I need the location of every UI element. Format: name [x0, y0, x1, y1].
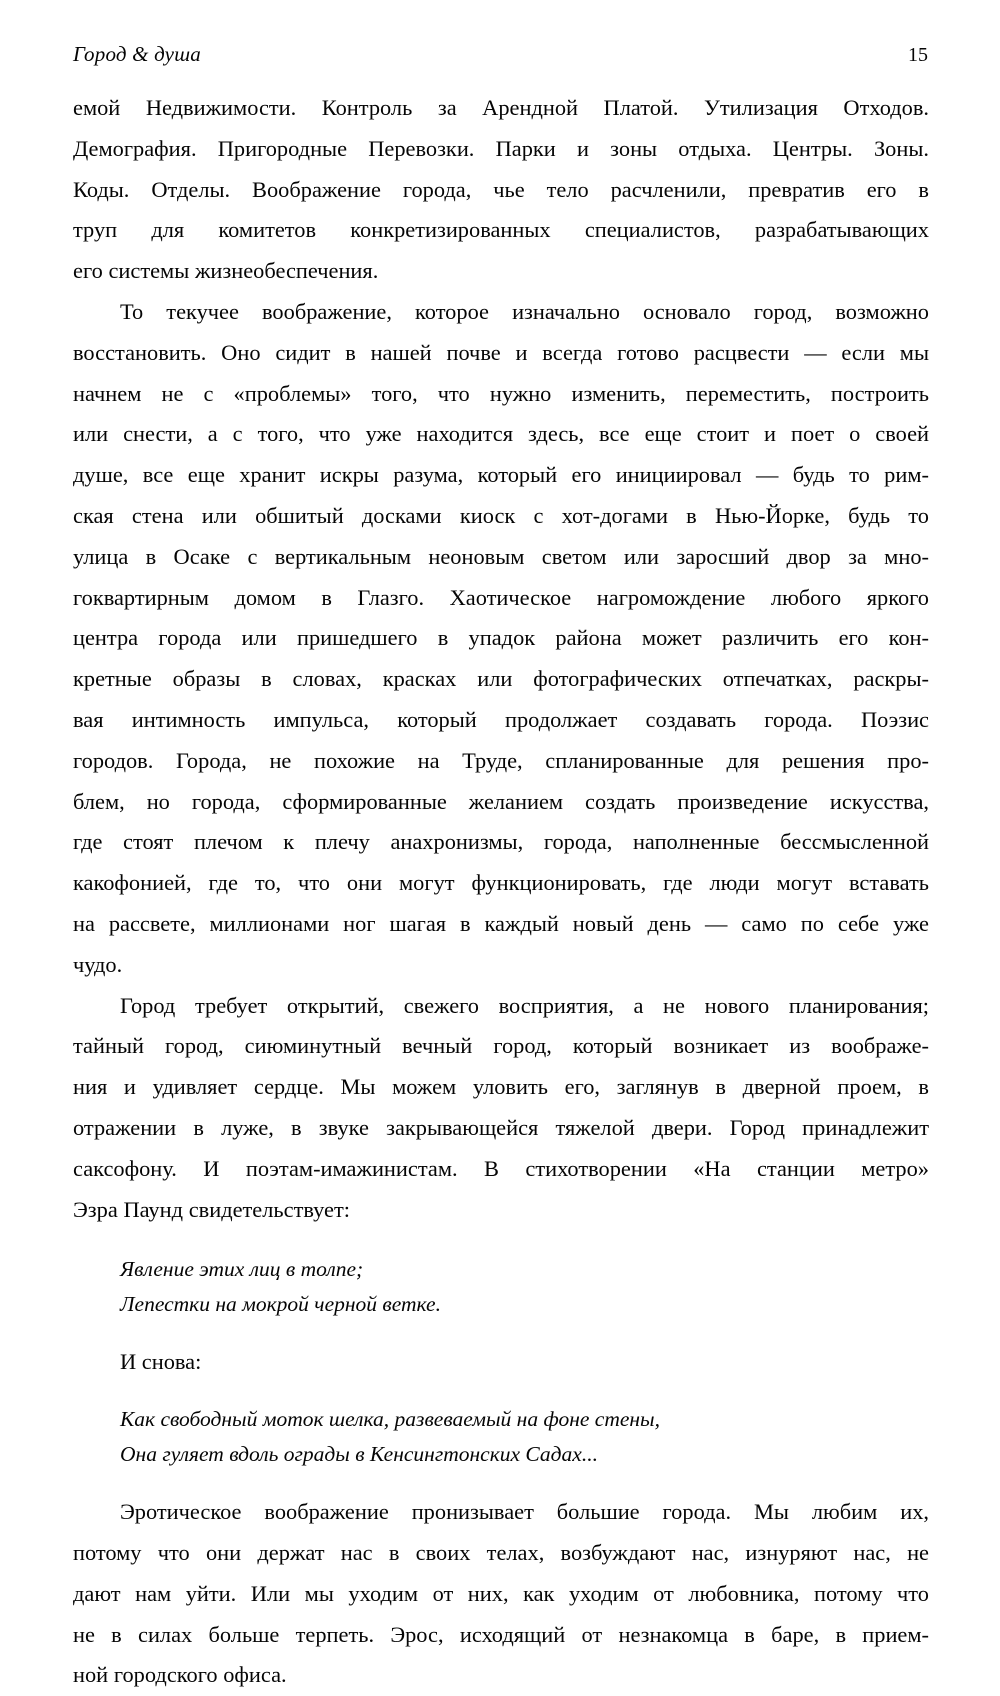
verse-line: Как свободный моток шелка, развеваемый на фоне стены,: [120, 1407, 660, 1432]
verse-quote-kensington: [73, 1402, 929, 1472]
text-block: [73, 88, 929, 1696]
interjection-and-again: И снова:: [120, 1349, 202, 1375]
verse-line: Лепестки на мокрой черной ветке.: [120, 1292, 441, 1317]
verse-line: Она гуляет вдоль ограды в Кенсингтонских Садах...: [120, 1442, 598, 1467]
paragraph-fluid-imagination: [73, 292, 929, 986]
verse-quote-metro: [73, 1252, 929, 1322]
text-line: дают нам уйти. Или мы уходим от них, как уходим от любовника, потому что: [73, 1580, 929, 1606]
text-line: на рассвете, миллионами ног шагая в каждый новый день — само по себе уже: [73, 910, 929, 936]
text-line: вая интимность импульса, который продолжает создавать города. Поэзис: [73, 706, 929, 732]
paragraph-continuation: [73, 88, 929, 292]
page-number: 15: [908, 44, 928, 66]
text-line: Эротическое воображение пронизывает большие города. Мы любим их,: [120, 1499, 929, 1525]
text-line: потому что они держат нас в своих телах, возбуждают нас, изнуряют нас, не: [73, 1539, 929, 1565]
text-line: Демография. Пригородные Перевозки. Парки и зоны отдыха. Центры. Зоны.: [73, 135, 929, 161]
text-line: ной городского офиса.: [73, 1662, 287, 1688]
text-line: тайный город, сиюминутный вечный город, который возникает из воображе-: [73, 1033, 929, 1059]
text-line: гоквартирным домом в Глазго. Хаотическое нагромождение любого яркого: [73, 584, 929, 610]
text-line: его системы жизнеобеспечения.: [73, 258, 379, 284]
text-line: центра города или пришедшего в упадок района может различить его кон-: [73, 625, 929, 651]
verse-line: Явление этих лиц в толпе;: [120, 1257, 364, 1282]
text-line: начнем не с «проблемы» того, что нужно изменить, переместить, построить: [73, 380, 929, 406]
spacer: [73, 1383, 929, 1402]
text-line: Город требует открытий, свежего восприятия, а не нового планирования;: [120, 992, 929, 1018]
text-line: ская стена или обшитый досками киоск с хот-догами в Нью-Йорке, будь то: [73, 502, 929, 528]
text-line: восстановить. Оно сидит в нашей почве и всегда готово расцвести — если мы: [73, 339, 929, 365]
text-line: душе, все еще хранит искры разума, который его инициировал — будь то рим-: [73, 462, 929, 488]
text-line: или снести, а с того, что уже находится здесь, все еще стоит и поет о своей: [73, 421, 929, 447]
text-line: Эзра Паунд свидетельствует:: [73, 1196, 350, 1222]
text-line: какофонией, где то, что они могут функционировать, где люди могут вставать: [73, 870, 929, 896]
running-head-title: Город & душа: [73, 42, 201, 66]
spacer: [73, 1322, 929, 1342]
text-line: отражении в луже, в звуке закрывающейся тяжелой двери. Город принадлежит: [73, 1114, 929, 1140]
paragraph-erotic-imagination: [73, 1492, 929, 1696]
text-line: ния и удивляет сердце. Мы можем уловить его, заглянув в дверной проем, в: [73, 1074, 929, 1100]
text-line: блем, но города, сформированные желанием создать произведение искусства,: [73, 788, 929, 814]
text-line: не в силах больше терпеть. Эрос, исходящий от незнакомца в баре, в прием-: [73, 1621, 929, 1647]
text-line: улица в Осаке с вертикальным неоновым светом или заросший двор за мно-: [73, 543, 929, 569]
running-head: [73, 42, 928, 72]
text-line: где стоят плечом к плечу анахронизмы, города, наполненные бессмысленной: [73, 829, 929, 855]
text-line: емой Недвижимости. Контроль за Арендной Платой. Утилизация Отходов.: [73, 95, 929, 120]
text-line: городов. Города, не похожие на Труде, спланированные для решения про-: [73, 747, 929, 773]
text-line: саксофону. И поэтам-имажинистам. В стихотворении «На станции метро»: [73, 1155, 929, 1181]
text-line: То текучее воображение, которое изначально основало город, возможно: [120, 298, 929, 324]
text-line: кретные образы в словах, красках или фотографических отпечатках, раскры-: [73, 666, 929, 692]
text-line: Коды. Отделы. Воображение города, чье тело расчленили, превратив его в: [73, 176, 929, 202]
text-line: труп для комитетов конкретизированных специалистов, разрабатывающих: [73, 217, 929, 243]
text-line: чудо.: [73, 951, 123, 977]
spacer: [73, 1472, 929, 1492]
spacer: [73, 1230, 929, 1252]
paragraph-city-demands-discovery: [73, 986, 929, 1231]
